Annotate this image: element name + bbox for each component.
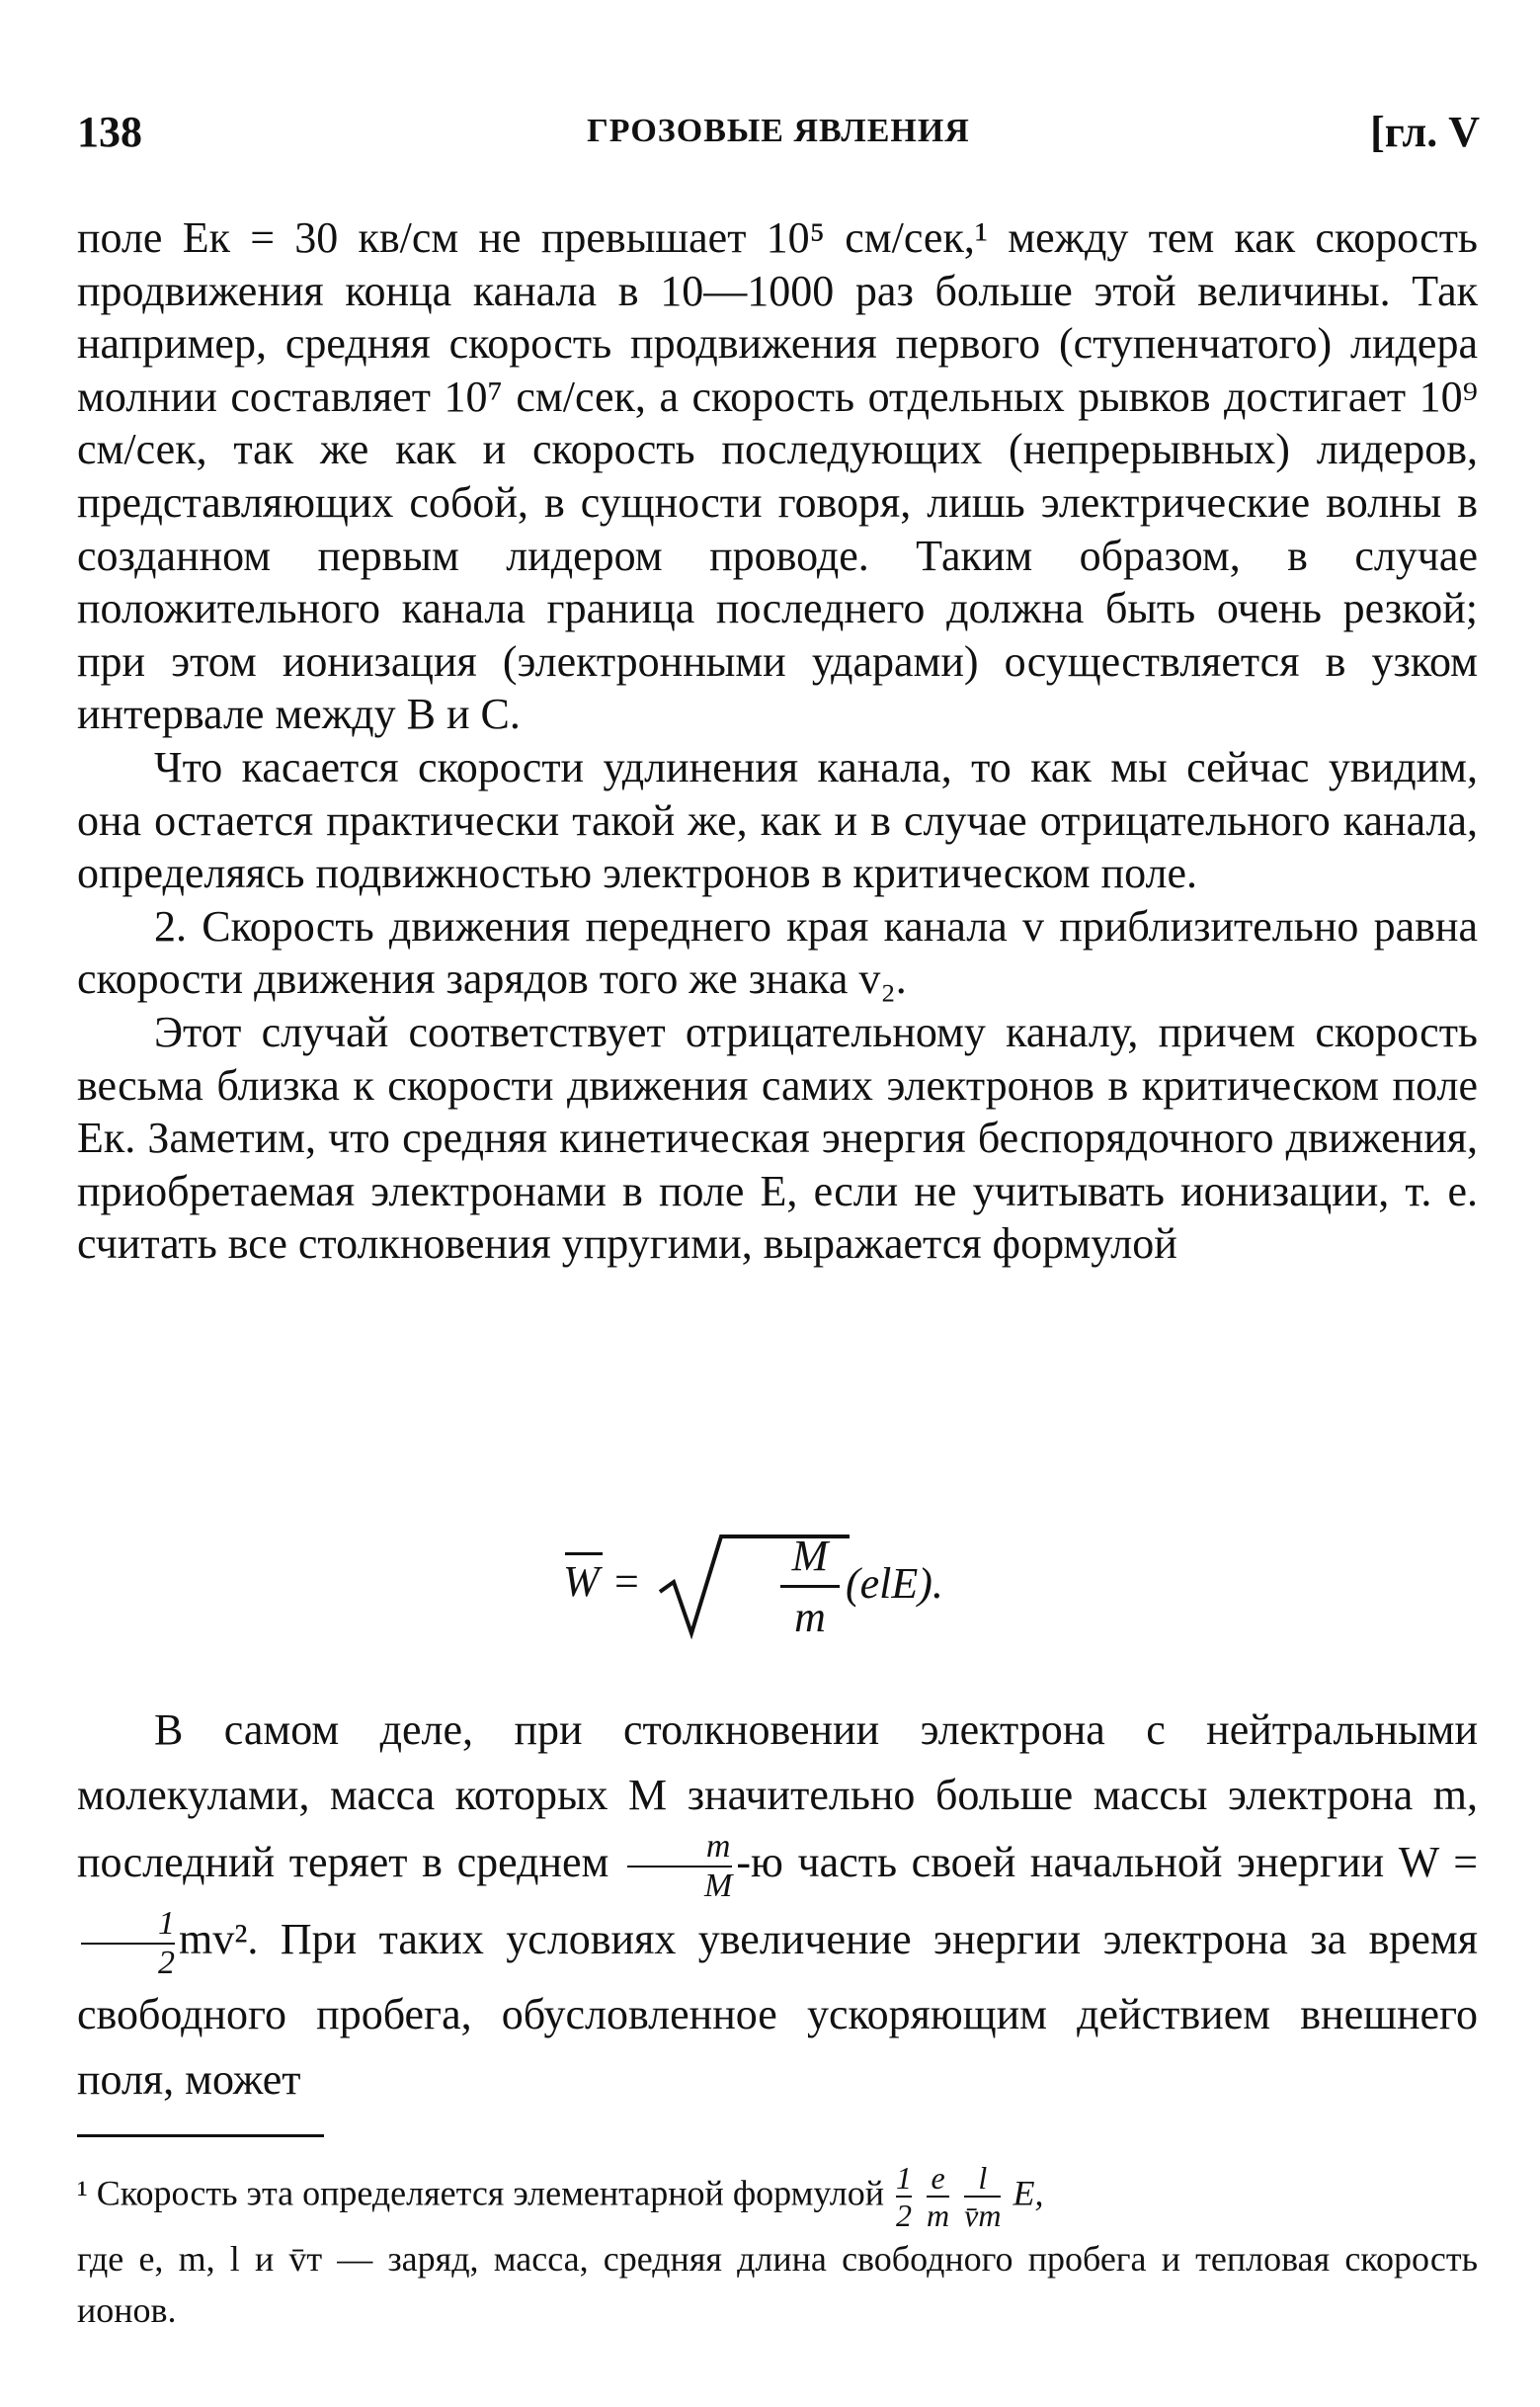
running-title: ГРОЗОВЫЕ ЯВЛЕНИЯ <box>587 113 970 149</box>
footnote-divider <box>77 2134 324 2137</box>
page-header <box>77 107 1480 166</box>
main-text <box>77 211 1478 1271</box>
footnote-fraction-l-v: l v̄т <box>964 2160 1002 2233</box>
formula-tail: (elE). <box>846 1559 943 1608</box>
fraction-denominator: m <box>794 1593 826 1641</box>
formula-lhs: W <box>563 1556 600 1607</box>
footnote-line-1: ¹ Скорость эта определяется элементарной формулой $\frac{1}{2}$ $\frac{e}{m}$ l v̄т E, <box>77 2160 1044 2233</box>
footnote-fraction-e-m: $\frac{e}{m}$ <box>927 2160 950 2233</box>
footnote-e-symbol: E, <box>1013 2173 1044 2213</box>
main-text-continued <box>77 1698 1478 2113</box>
paragraph-5: В самом деле, при столкновении электрона с нейтральными молекулами, масса которых M значительно больше массы электрона m, последний теряет в среднем $\frac{m}{M}$ -ю часть своей начальной энергии W = $\frac{1}{2}$ mv². При таких условиях увеличение энергии электрона за время свободного пробега, обусловленное ускоряющим действием внешнего поля, может <box>77 1705 1479 2104</box>
footnote-line-2: где e, m, l и v̄т — заряд, масса, средняя длина свободного пробега и тепловая скорость ионов. <box>77 2239 1478 2330</box>
page-number: 138 <box>77 108 142 156</box>
fraction-bar <box>780 1585 840 1588</box>
footnote <box>77 2160 1478 2336</box>
chapter-label: [гл. V <box>1370 108 1480 156</box>
overline <box>565 1552 603 1555</box>
formula-fraction <box>780 1531 840 1642</box>
fraction-numerator: M <box>791 1532 829 1580</box>
formula-equals: = <box>614 1557 639 1606</box>
inline-fraction-one-half: $\frac{1}{2}$ <box>81 1905 175 1982</box>
footnote-fraction-half: $\frac{1}{2}$ <box>896 2160 913 2233</box>
paragraph-3: 2. Скорость движения переднего края канала v приблизительно равна скорости движения зарядов того же знака v₂. <box>77 901 1478 1004</box>
paragraph-2: Что касается скорости удлинения канала, то как мы сейчас увидим, она остается практически такой же, как и в случае отрицательного канала, определяясь подвижностью электронов в критическом поле. <box>77 742 1478 898</box>
paragraph-4: Этот случай соответствует отрицательному каналу, причем скорость весьма близка к скорости движения самих электронов в критическом поле Eк. Заметим, что средняя кинетическая энергия беспорядочного движения, приобретаемая электронами в поле E, если не учитывать ионизации, т. е. считать все столкновения упругими, выражается формулой <box>77 1007 1478 1269</box>
energy-formula <box>0 1532 1540 1655</box>
paragraph-1: поле Eк = 30 кв/см не превышает 10⁵ см/сек,¹ между тем как скорость продвижения конца канала в 10—1000 раз больше этой величины. Так например, средняя скорость продвижения первого (ступенчатого) лидера молнии составляет 10⁷ см/сек, а скорость отдельных рывков достигает 10⁹ см/сек, так же как и скорость последующих (непрерывных) лидеров, представляющих собой, в сущности говоря, лишь электрические волны в созданном первым лидером проводе. Таким образом, в случае положительного канала граница последнего должна быть очень резкой; при этом ионизация (электронными ударами) осуществляется в узком интервале между B и C. <box>77 213 1478 739</box>
inline-fraction-m-over-M: $\frac{m}{M}$ <box>627 1828 732 1905</box>
